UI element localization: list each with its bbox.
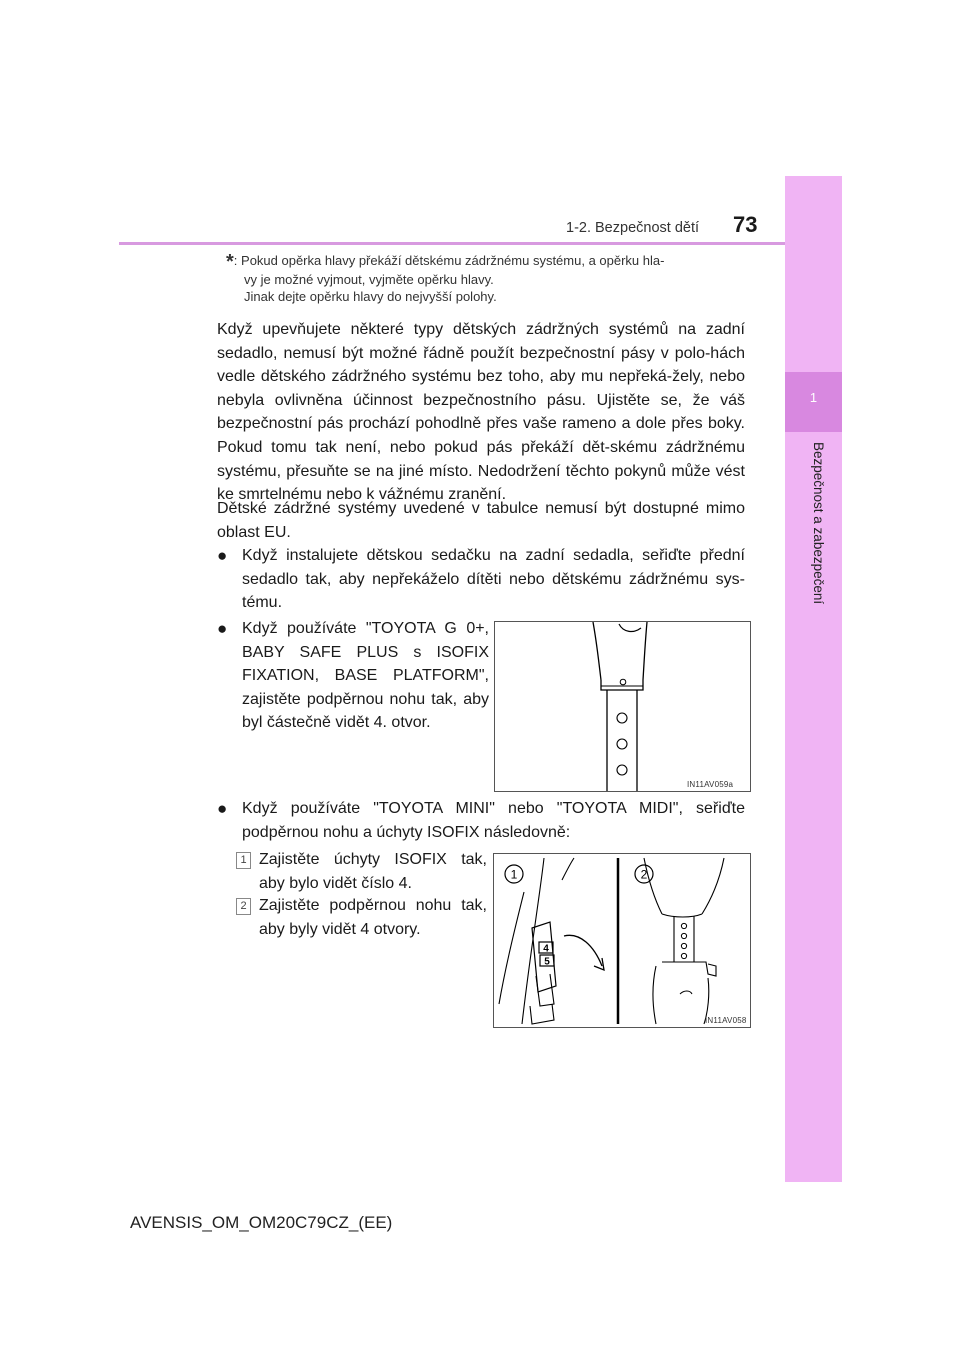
bullet-text: Když instalujete dětskou sedačku na zadní sedadla, seřiďte přední sedadlo tak, aby nepřekáželo dítěti nebo dětskému zádržnému sys-tému. [242,547,745,612]
section-title: 1-2. Bezpečnost dětí [566,220,699,236]
isofix-drawing [494,854,750,1027]
footnote-marker: * [226,251,234,273]
support-leg-drawing [495,622,750,791]
bullet-front-seat [217,544,745,615]
bullet-dot-icon: ● [217,799,228,818]
document-code: AVENSIS_OM_OM20C79CZ_(EE) [130,1213,393,1232]
fig-label-2: 2 [640,867,648,882]
header-rule [119,242,785,245]
support-leg-illustration [494,621,751,792]
step-number-1: 1 [236,852,251,869]
chapter-sidebar [785,176,842,1182]
footnote-line-3: Jinak dejte opěrku hlavy do nejvyšší polohy. [244,289,497,304]
bullet-dot-icon: ● [217,619,228,638]
fig-num-4: 4 [543,943,549,955]
bullet-text: Když používáte "TOYOTA G 0+, BABY SAFE PLUS s ISOFIX FIXATION, BASE PLATFORM", zajistěte podpěrnou nohu tak, aby byl částečně vidět 4. otvor. [242,620,489,732]
fig-num-5: 5 [544,956,550,968]
figure-code: IN11AV059a [687,780,734,789]
footnote-line-2: vy je možné vyjmout, vyjměte opěrku hlavy. [244,272,494,287]
chapter-number: 1 [809,390,818,405]
footnote [226,252,746,305]
bullet-mini-midi [217,797,745,844]
footnote-line-1: : Pokud opěrka hlavy překáží dětskému zádržnému systému, a opěrku hla- [233,253,665,268]
isofix-adjustment-illustration [493,853,751,1028]
step-text-1: Zajistěte úchyty ISOFIX tak, aby bylo vidět číslo 4. [259,851,487,892]
chapter-title: Bezpečnost a zabezpečení [811,442,826,605]
paragraph-seat-belt-warning: Když upevňujete některé typy dětských zádržných systémů na zadní sedadlo, nemusí být možné řádně použít bezpečnostní pásy v polo-hách vedle dětského zádržného systému bez toho, aby mu nepřeká-žely, nebo nebyla ovlivněna účinnost bezpečnostního pásu. Ujistěte se, že váš bezpečnostní pás prochází pohodlně přes vaše rameno a dole přes boky. Pokud tomu tak není, nebo pokud pás překáží dět-skému zádržnému systému, přesuňte se na jiné místo. Nedodržení těchto pokynů může vést ke smrtelnému nebo k vážnému zranění. [217,321,745,504]
bullet-text: Když používáte "TOYOTA MINI" nebo "TOYOTA MIDI", seřiďte podpěrnou nohu a úchyty ISOFIX následovně: [242,800,745,841]
step-text-2: Zajistěte podpěrnou nohu tak, aby byly vidět 4 otvory. [259,897,487,938]
paragraph-eu-availability: Dětské zádržné systémy uvedené v tabulce nemusí být dostupné mimo oblast EU. [217,500,745,541]
fig-label-1: 1 [510,867,518,882]
bullet-dot-icon: ● [217,546,228,565]
bullet-baby-safe [217,617,489,735]
figure-code: IN11AV058 [705,1016,747,1025]
page-number: 73 [733,212,758,237]
step-number-2: 2 [236,898,251,915]
